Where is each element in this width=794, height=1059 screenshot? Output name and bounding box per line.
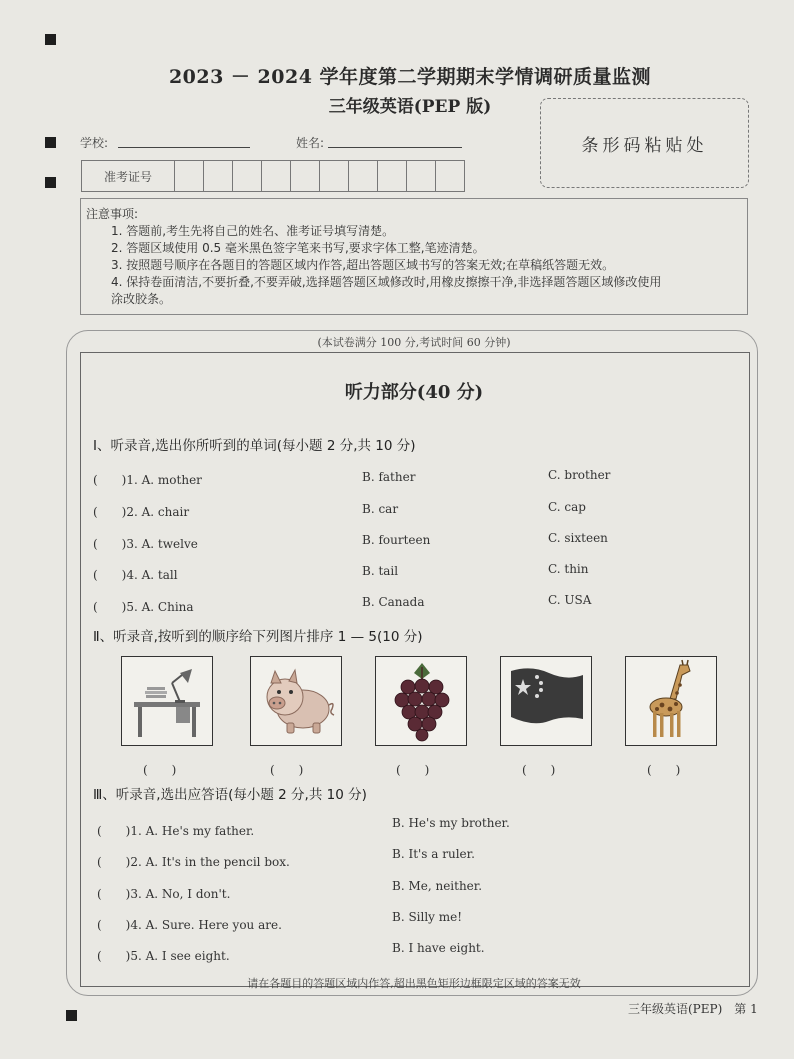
instruction-item: 4. 保持卷面清洁,不要折叠,不要弄破,选择题答题区域修改时,用橡皮擦擦干净,非选择题答题区域修改使用 — [111, 275, 662, 289]
china-flag-picture — [500, 656, 592, 746]
part1-q5-c[interactable]: C. USA — [548, 593, 592, 607]
picture-order-paren[interactable]: ( ) — [270, 763, 304, 777]
exam-id-label: 准考证号 — [81, 160, 175, 192]
barcode-area: 条形码粘贴处 — [540, 98, 749, 188]
part1-q3-c[interactable]: C. sixteen — [548, 531, 608, 545]
part3-q5-b[interactable]: B. I have eight. — [392, 941, 485, 955]
part1-q3-b[interactable]: B. fourteen — [362, 533, 431, 547]
picture-order-paren[interactable]: ( ) — [396, 763, 430, 777]
exam-score-time-note: (本试卷满分 100 分,考试时间 60 分钟) — [317, 336, 511, 349]
part1-q1-a[interactable]: ( )1. A. mother — [93, 473, 202, 487]
part3-q5-a[interactable]: ( )5. A. I see eight. — [97, 949, 230, 963]
part3-q1-a[interactable]: ( )1. A. He's my father. — [97, 824, 255, 838]
instruction-item: 涂改胶条。 — [111, 292, 172, 306]
page-footer: 三年级英语(PEP) 第 1 — [628, 1002, 758, 1016]
exam-subtitle: 三年级英语(PEP 版) — [328, 97, 492, 117]
part3-title: Ⅲ、听录音,选出应答语(每小题 2 分,共 10 分) — [93, 787, 367, 803]
picture-order-paren[interactable]: ( ) — [647, 763, 681, 777]
exam-title: 2023 － 2024 学年度第二学期期末学情调研质量监测 — [168, 66, 652, 88]
part1-q2-c[interactable]: C. cap — [548, 500, 586, 514]
instruction-item: 1. 答题前,考生先将自己的姓名、准考证号填写清楚。 — [111, 224, 395, 238]
picture-order-paren[interactable]: ( ) — [143, 763, 177, 777]
part3-q3-a[interactable]: ( )3. A. No, I don't. — [97, 887, 231, 901]
part1-q1-b[interactable]: B. father — [362, 470, 416, 484]
answer-area-warning: 请在各题目的答题区域内作答,超出黑色矩形边框限定区域的答案无效 — [247, 977, 581, 990]
exam-id-cell[interactable] — [319, 160, 349, 192]
part1-q4-b[interactable]: B. tail — [362, 564, 399, 578]
part1-q4-c[interactable]: C. thin — [548, 562, 589, 576]
part3-q3-b[interactable]: B. Me, neither. — [392, 879, 483, 893]
part1-q1-c[interactable]: C. brother — [548, 468, 611, 482]
grapes-picture — [375, 656, 467, 746]
part1-q4-a[interactable]: ( )4. A. tall — [93, 568, 178, 582]
part1-title: Ⅰ、听录音,选出你所听到的单词(每小题 2 分,共 10 分) — [93, 438, 416, 454]
part1-q2-b[interactable]: B. car — [362, 502, 399, 516]
school-label: 学校: — [80, 136, 109, 150]
school-field[interactable] — [118, 147, 250, 148]
exam-id-cell[interactable] — [290, 160, 320, 192]
part1-q2-a[interactable]: ( )2. A. chair — [93, 505, 190, 519]
listening-section-title: 听力部分(40 分) — [344, 382, 484, 403]
registration-mark — [66, 1010, 77, 1021]
registration-mark — [45, 177, 56, 188]
exam-id-cell[interactable] — [377, 160, 407, 192]
exam-id-cell[interactable] — [435, 160, 465, 192]
part1-q3-a[interactable]: ( )3. A. twelve — [93, 537, 198, 551]
exam-id-cell[interactable] — [261, 160, 291, 192]
instructions-heading: 注意事项: — [86, 207, 139, 221]
part3-q2-a[interactable]: ( )2. A. It's in the pencil box. — [97, 855, 290, 869]
exam-id-cell[interactable] — [406, 160, 436, 192]
part3-q2-b[interactable]: B. It's a ruler. — [392, 847, 475, 861]
part3-q4-b[interactable]: B. Silly me! — [392, 910, 463, 924]
exam-id-cell[interactable] — [232, 160, 262, 192]
exam-id-cell[interactable] — [174, 160, 204, 192]
part3-q4-a[interactable]: ( )4. A. Sure. Here you are. — [97, 918, 282, 932]
name-field[interactable] — [328, 147, 462, 148]
giraffe-picture — [625, 656, 717, 746]
exam-id-cell[interactable] — [348, 160, 378, 192]
part1-q5-a[interactable]: ( )5. A. China — [93, 600, 194, 614]
instruction-item: 3. 按照题号顺序在各题目的答题区域内作答,超出答题区域书写的答案无效;在草稿纸答题无效。 — [111, 258, 615, 272]
part1-q5-b[interactable]: B. Canada — [362, 595, 425, 609]
exam-id-cell[interactable] — [203, 160, 233, 192]
registration-mark — [45, 34, 56, 45]
instruction-item: 2. 答题区域使用 0.5 毫米黑色签字笔来书写,要求字体工整,笔迹清楚。 — [111, 241, 485, 255]
picture-order-paren[interactable]: ( ) — [522, 763, 556, 777]
registration-mark — [45, 137, 56, 148]
name-label: 姓名: — [296, 136, 325, 150]
part3-q1-b[interactable]: B. He's my brother. — [392, 816, 510, 830]
desk-with-lamp-picture — [121, 656, 213, 746]
pig-picture — [250, 656, 342, 746]
instructions-box — [80, 198, 748, 315]
part2-title: Ⅱ、听录音,按听到的顺序给下列图片排序 1 — 5(10 分) — [93, 629, 423, 645]
